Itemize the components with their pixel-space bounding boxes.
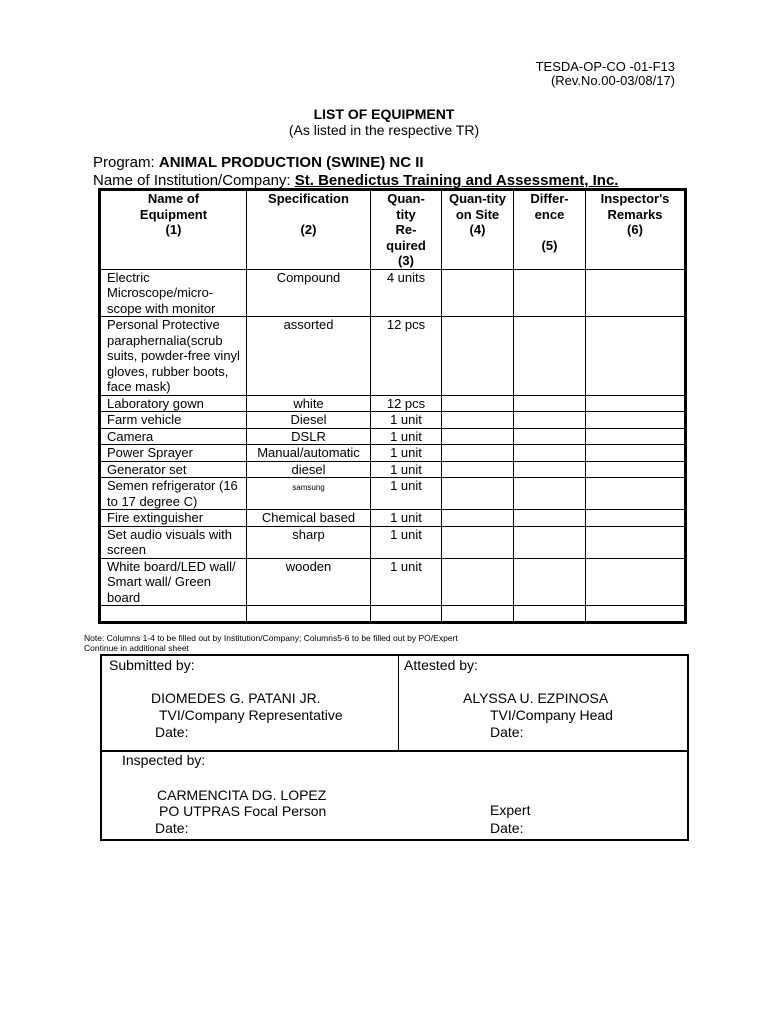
table-row [101,478,685,510]
qty-on-site-cell [442,317,514,396]
equipment-spec: sharp [247,526,371,558]
difference-cell [514,526,586,558]
remarks-cell [586,526,685,558]
header-difference: Differ-ence (5) [514,191,586,270]
table-row [101,510,685,527]
difference-cell [514,461,586,478]
table-row-empty [101,606,685,622]
remarks-cell [586,317,685,396]
submitted-by-date: Date: [155,724,189,740]
submitted-by-label: Submitted by: [109,657,195,673]
submitted-by-role: TVI/Company Representative [159,707,343,723]
inspected-by-label: Inspected by: [122,752,206,768]
difference-cell [514,510,586,527]
table-row [101,412,685,429]
signature-divider-vertical [398,656,399,750]
header-specification: Specification (2) [247,191,371,270]
equipment-name: Laboratory gown [101,395,247,412]
remarks-cell [586,461,685,478]
qty-on-site-cell [442,445,514,462]
remarks-cell [586,412,685,429]
qty-on-site-cell [442,510,514,527]
qty-on-site-cell [442,412,514,429]
equipment-spec: Chemical based [247,510,371,527]
equipment-qty: 1 unit [371,510,442,527]
equipment-name: Fire extinguisher [101,510,247,527]
note-line-1: Note: Columns 1-4 to be filled out by Institution/Company; Columns5-6 to be filled out by PO/Expert [84,633,458,643]
difference-cell [514,445,586,462]
equipment-spec: Compound [247,269,371,317]
equipment-spec: assorted [247,317,371,396]
program-value: ANIMAL PRODUCTION (SWINE) NC II [158,154,424,171]
equipment-name: Camera [101,428,247,445]
spec-small-text: samsung [292,483,325,492]
equipment-spec: diesel [247,461,371,478]
difference-cell [514,428,586,445]
equipment-name: Electric Microscope/micro-scope with monitor [101,269,247,317]
note-line-2: Continue in additional sheet [84,643,189,653]
equipment-qty: 1 unit [371,461,442,478]
inspected-by-role: PO UTPRAS Focal Person [159,803,327,819]
remarks-cell [586,558,685,606]
revision-number: (Rev.No.00-03/08/17) [550,73,675,88]
qty-on-site-cell [442,269,514,317]
qty-on-site-cell [442,461,514,478]
signature-box [100,654,689,841]
attested-by-date: Date: [490,724,524,740]
equipment-spec: white [247,395,371,412]
remarks-cell [586,478,685,510]
institution-line [93,172,618,189]
qty-on-site-cell [442,428,514,445]
equipment-qty: 1 unit [371,445,442,462]
equipment-table [100,190,685,622]
attested-by-role: TVI/Company Head [490,707,613,723]
equipment-name: Personal Protective paraphernalia(scrub suits, powder-free vinyl gloves, rubber boots, face mask) [101,317,247,396]
equipment-name: Farm vehicle [101,412,247,429]
table-row [101,269,685,317]
equipment-qty: 1 unit [371,558,442,606]
header-name: Name of Equipment (1) [101,191,247,270]
qty-on-site-cell [442,526,514,558]
equipment-qty: 12 pcs [371,317,442,396]
difference-cell [514,478,586,510]
equipment-qty: 1 unit [371,412,442,429]
difference-cell [514,558,586,606]
attested-by-label: Attested by: [404,657,478,673]
program-line [93,154,424,171]
remarks-cell [586,445,685,462]
table-row [101,317,685,396]
table-row [101,395,685,412]
difference-cell [514,412,586,429]
equipment-qty: 1 unit [371,526,442,558]
difference-cell [514,269,586,317]
equipment-spec: DSLR [247,428,371,445]
equipment-name: Power Sprayer [101,445,247,462]
equipment-qty: 1 unit [371,478,442,510]
submitted-by-name: DIOMEDES G. PATANI JR. [151,690,321,706]
equipment-spec [247,478,371,510]
program-label: Program: [93,154,159,171]
difference-cell [514,395,586,412]
qty-on-site-cell [442,395,514,412]
equipment-name: Generator set [101,461,247,478]
table-row [101,558,685,606]
note [84,633,458,653]
expert-date: Date: [490,820,524,836]
equipment-spec: wooden [247,558,371,606]
remarks-cell [586,428,685,445]
page-title: LIST OF EQUIPMENT [313,106,455,122]
qty-on-site-cell [442,478,514,510]
equipment-name: Semen refrigerator (16 to 17 degree C) [101,478,247,510]
equipment-qty: 1 unit [371,428,442,445]
institution-value: St. Benedictus Training and Assessment, Inc. [294,172,619,189]
form-code: TESDA-OP-CO -01-F13 [535,59,675,74]
remarks-cell [586,269,685,317]
attested-by-name: ALYSSA U. EZPINOSA [463,690,609,706]
header-quantity-required: Quan-tity Re-quired (3) [371,191,442,270]
equipment-spec: Manual/automatic [247,445,371,462]
equipment-qty: 4 units [371,269,442,317]
institution-label: Name of Institution/Company: [93,172,295,189]
remarks-cell [586,395,685,412]
expert-role: Expert [490,802,531,818]
inspected-by-date: Date: [155,820,189,836]
header-quantity-on-site: Quan-tity on Site (4) [442,191,514,270]
remarks-cell [586,510,685,527]
equipment-name: Set audio visuals with screen [101,526,247,558]
document-code [536,60,675,88]
table-header-row [101,191,685,270]
difference-cell [514,317,586,396]
equipment-qty: 12 pcs [371,395,442,412]
table-row [101,428,685,445]
table-row [101,461,685,478]
equipment-name: White board/LED wall/ Smart wall/ Green board [101,558,247,606]
table-row [101,526,685,558]
inspected-by-name: CARMENCITA DG. LOPEZ [157,787,327,803]
qty-on-site-cell [442,558,514,606]
equipment-spec: Diesel [247,412,371,429]
page-subtitle: (As listed in the respective TR) [288,122,480,138]
header-inspector-remarks: Inspector's Remarks (6) [586,191,685,270]
table-row [101,445,685,462]
